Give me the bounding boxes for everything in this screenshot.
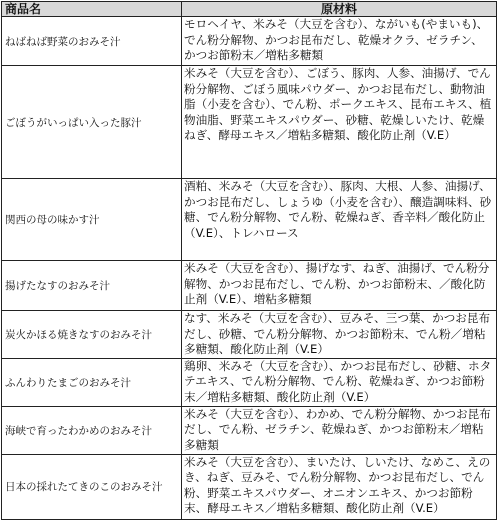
header-ingredients: 原材料 <box>182 2 497 17</box>
product-name-cell: 日本の採れたてきのこのおみそ汁 <box>2 454 182 519</box>
product-name-cell: ねばねば野菜のおみそ汁 <box>2 17 182 66</box>
table-row <box>2 358 497 406</box>
ingredients-cell: 酒粕、米みそ（大豆を含む）、豚肉、大根、人参、油揚げ、かつお昆布だし、しょうゆ（小麦を含む）、醸造調味料、砂糖、でん粉分解物、でん粉、乾燥ねぎ、香辛料／酸化防止（V.E）、トレハロース <box>182 179 497 261</box>
ingredients-cell: なす、米みそ（大豆を含む）、豆みそ、三つ葉、かつお昆布だし、砂糖、でん粉分解物、かつお節粉末、でん粉／増粘多糖類、酸化防止剤（V.E） <box>182 311 497 359</box>
table-row <box>2 311 497 359</box>
table-row <box>2 454 497 519</box>
product-name-cell: 関西の母の味かす汁 <box>2 179 182 261</box>
table-row <box>2 179 497 261</box>
table-row <box>2 406 497 454</box>
product-name-cell: ごぼうがいっぱい入った豚汁 <box>2 66 182 179</box>
ingredients-table <box>1 1 497 520</box>
table-row <box>2 261 497 311</box>
header-product-name: 商品名 <box>2 2 182 17</box>
ingredients-cell: 米みそ（大豆を含む）、まいたけ、しいたけ、なめこ、えのき、ねぎ、豆みそ、でん粉分解物、かつお昆布だし、でん粉、野菜エキスパウダー、オニオンエキス、かつお節粉末、酵母エキス／増粘多糖類、酸化防止剤（V.E） <box>182 454 497 519</box>
product-name-cell: 炭火かほる焼きなすのおみそ汁 <box>2 311 182 359</box>
ingredients-cell: モロヘイヤ、米みそ（大豆を含む）、ながいも(やまいも)、でん粉分解物、かつお昆布だし、乾燥オクラ、ゼラチン、かつお節粉末／増粘多糖類 <box>182 17 497 66</box>
product-name-cell: ふんわりたまごのおみそ汁 <box>2 358 182 406</box>
ingredients-cell: 鶏卵、米みそ（大豆を含む）、かつお昆布だし、砂糖、ホタテエキス、でん粉分解物、でん粉、乾燥ねぎ、かつお節粉末／増粘多糖類、酸化防止剤（V.E） <box>182 358 497 406</box>
header-row <box>2 2 497 17</box>
table-row <box>2 17 497 66</box>
ingredients-cell: 米みそ（大豆を含む）、ごぼう、豚肉、人参、油揚げ、でん粉分解物、ごぼう風味パウダー、かつお昆布だし、動物油脂（小麦を含む）、でん粉、ポークエキス、昆布エキス、植物油脂、野菜エキスパウダー、砂糖、乾燥しいたけ、乾燥ねぎ、酵母エキス／増粘多糖類、酸化防止剤（V.E） <box>182 66 497 179</box>
ingredients-cell: 米みそ（大豆を含む）、揚げなす、ねぎ、油揚げ、でん粉分解物、かつお昆布だし、でん粉、かつお節粉末、／酸化防止剤（V.E）、増粘多糖類 <box>182 261 497 311</box>
table-row <box>2 66 497 179</box>
ingredients-cell: 米みそ（大豆を含む）、わかめ、でん粉分解物、かつお昆布だし、でん粉、ゼラチン、乾燥ねぎ、かつお節粉末／増粘多糖類 <box>182 406 497 454</box>
product-name-cell: 海峡で育ったわかめのおみそ汁 <box>2 406 182 454</box>
product-name-cell: 揚げたなすのおみそ汁 <box>2 261 182 311</box>
